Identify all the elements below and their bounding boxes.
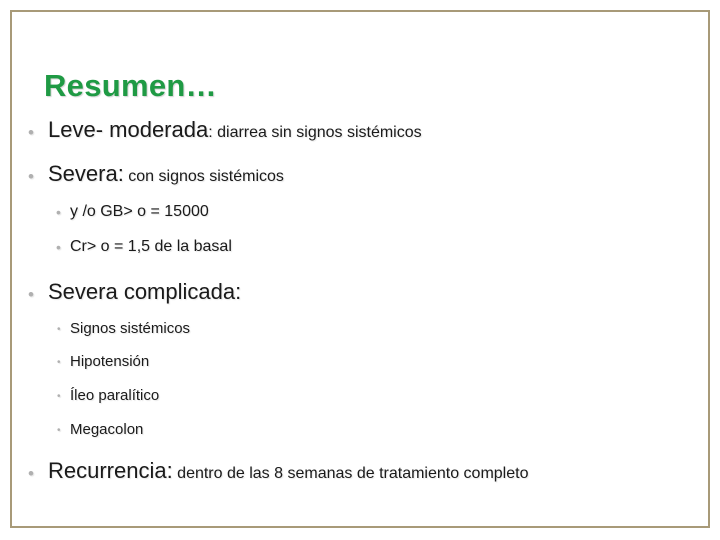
bullet-heading: Severa complicada: bbox=[48, 279, 242, 304]
bullet-icon: • bbox=[57, 323, 61, 335]
sub-bullet-text: Íleo paralítico bbox=[70, 387, 160, 404]
sub-bullet-megacolon bbox=[57, 421, 143, 438]
bullet-icon: • bbox=[28, 122, 34, 142]
bullet-icon: • bbox=[56, 238, 61, 255]
sub-bullet-text: Hipotensión bbox=[70, 353, 150, 370]
bullet-detail: dentro de las 8 semanas de tratamiento completo bbox=[172, 465, 529, 482]
sub-bullet-ileo bbox=[57, 387, 159, 404]
sub-bullet-signos bbox=[57, 320, 190, 337]
slide-title: Resumen… bbox=[44, 68, 217, 103]
bullet-recurrencia bbox=[28, 458, 528, 484]
sub-bullet-text: Cr> o = 1,5 de la basal bbox=[70, 238, 232, 255]
sub-bullet-text: y /o GB> o = 15000 bbox=[70, 203, 209, 220]
bullet-heading: Leve- moderada bbox=[48, 117, 209, 142]
sub-bullet-gb bbox=[56, 203, 209, 221]
bullet-leve-moderada bbox=[28, 117, 422, 143]
bullet-icon: • bbox=[28, 284, 34, 304]
bullet-icon: • bbox=[57, 356, 61, 368]
bullet-icon: • bbox=[28, 463, 34, 483]
bullet-detail: con signos sistémicos bbox=[123, 168, 284, 185]
bullet-icon: • bbox=[57, 424, 61, 436]
bullet-severa-complicada bbox=[28, 279, 241, 305]
sub-bullet-cr bbox=[56, 238, 232, 256]
bullet-icon: • bbox=[56, 203, 61, 220]
sub-bullet-text: Megacolon bbox=[70, 421, 144, 438]
bullet-heading: Recurrencia: bbox=[48, 458, 173, 483]
bullet-detail: : diarrea sin signos sistémicos bbox=[208, 124, 422, 141]
bullet-icon: • bbox=[28, 166, 34, 186]
sub-bullet-text: Signos sistémicos bbox=[70, 320, 191, 337]
bullet-heading: Severa: bbox=[48, 161, 124, 186]
bullet-severa bbox=[28, 161, 284, 187]
sub-bullet-hipotension bbox=[57, 353, 149, 370]
bullet-icon: • bbox=[57, 390, 61, 402]
